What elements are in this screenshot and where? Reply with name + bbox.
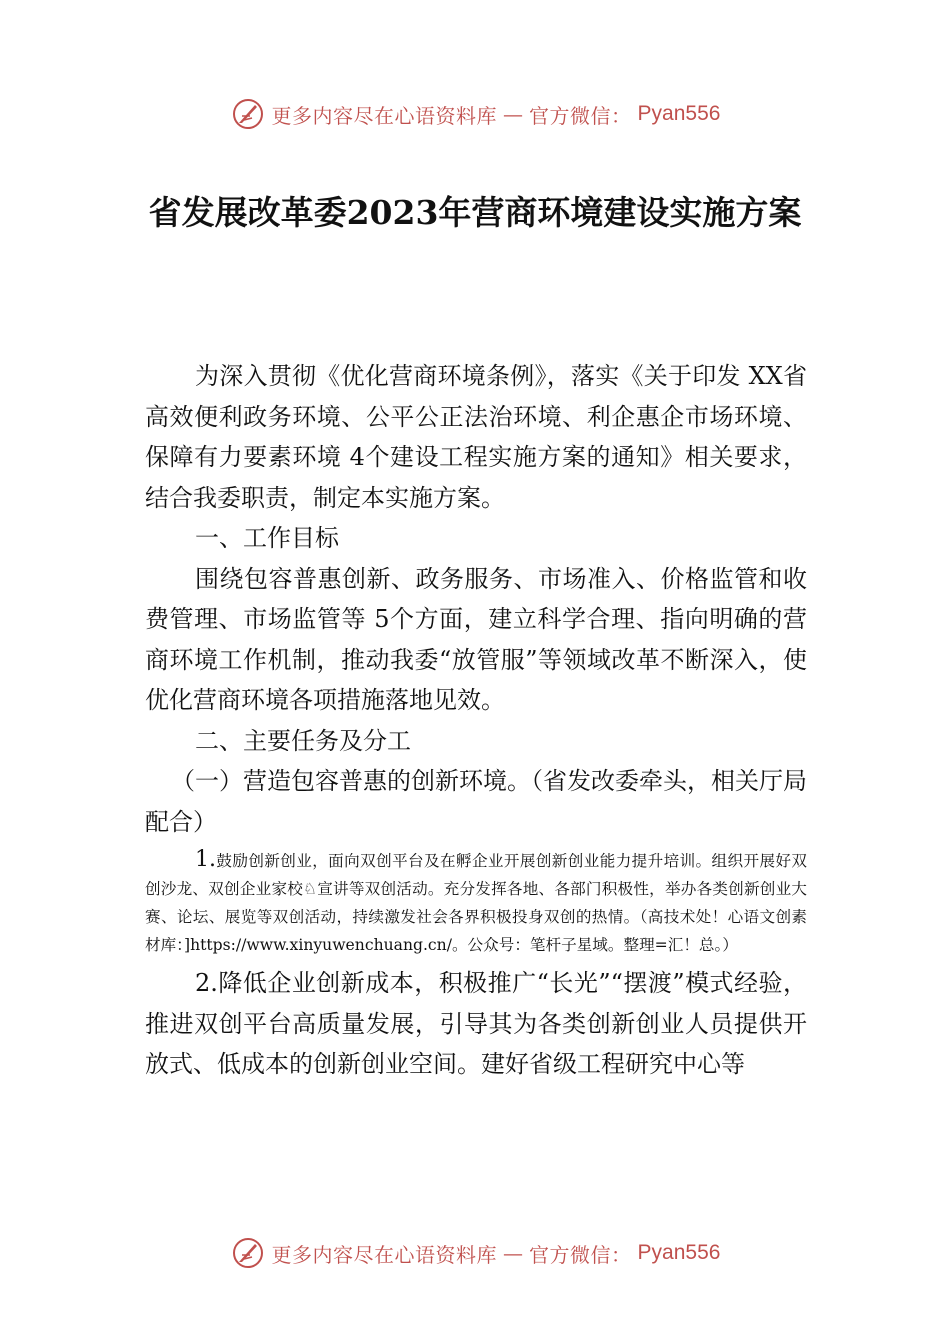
task-item-1 <box>145 846 807 959</box>
task-item-1-number: 1. <box>195 847 216 872</box>
watermark-label: 官方微信： <box>529 103 632 128</box>
subsection-heading-1: （一）营造包容普惠的创新环境。（省发改委牵头，相关厅局配合） <box>145 767 807 836</box>
section-heading-tasks: 二、主要任务及分工 <box>195 726 411 755</box>
intro-paragraph: 为深入贯彻《优化营商环境条例》，落实《关于印发 XX省高效便利政务环境、公平公正法治环境、利企惠企市场环境、保障有力要素环境 4个建设工程实施方案的通知》相关要求，结合我委职责，制定本实施方案。 <box>145 362 807 512</box>
watermark-separator: — <box>503 102 524 126</box>
watermark-account: Pyan556 <box>637 102 721 125</box>
document-body <box>145 356 807 1085</box>
quill-logo-icon <box>230 96 266 132</box>
watermark-account: Pyan556 <box>637 1241 721 1264</box>
quill-logo-icon <box>230 1235 266 1271</box>
watermark-text: 更多内容尽在心语资料库 <box>271 103 498 128</box>
task-item-1-text: 鼓励创新创业，面向双创平台及在孵企业开展创新创业能力提升培训。组织开展好双创沙龙、双创企业家校♘宣讲等双创活动。充分发挥各地、各部门积极性，举办各类创新创业大赛、论坛、展览等双创活动，持续激发社会各界积极投身双创的热情。（高技术处！心语文创素材库：]https://www.xinyuwenchuang.cn/。公众号：笔杆子星域。整理=汇！总。） <box>145 852 807 954</box>
document-title: 省发展改革委2023年营商环境建设实施方案 <box>148 193 802 232</box>
watermark-text: 更多内容尽在心语资料库 <box>271 1242 498 1267</box>
goal-paragraph: 围绕包容普惠创新、政务服务、市场准入、价格监管和收费管理、市场监管等 5个方面，建立科学合理、指向明确的营商环境工作机制，推动我委“放管服”等领域改革不断深入，使优化营商环境各项措施落地见效。 <box>145 564 807 714</box>
task-item-2: 2.降低企业创新成本，积极推广“长光”“摆渡”模式经验，推进双创平台高质量发展，引导其为各类创新创业人员提供开放式、低成本的创新创业空间。建好省级工程研究中心等 <box>145 969 807 1078</box>
footer-watermark <box>0 1233 950 1273</box>
header-watermark <box>0 94 950 134</box>
watermark-separator: — <box>503 1241 524 1265</box>
watermark-label: 官方微信： <box>529 1242 632 1267</box>
section-heading-goals: 一、工作目标 <box>195 524 339 552</box>
